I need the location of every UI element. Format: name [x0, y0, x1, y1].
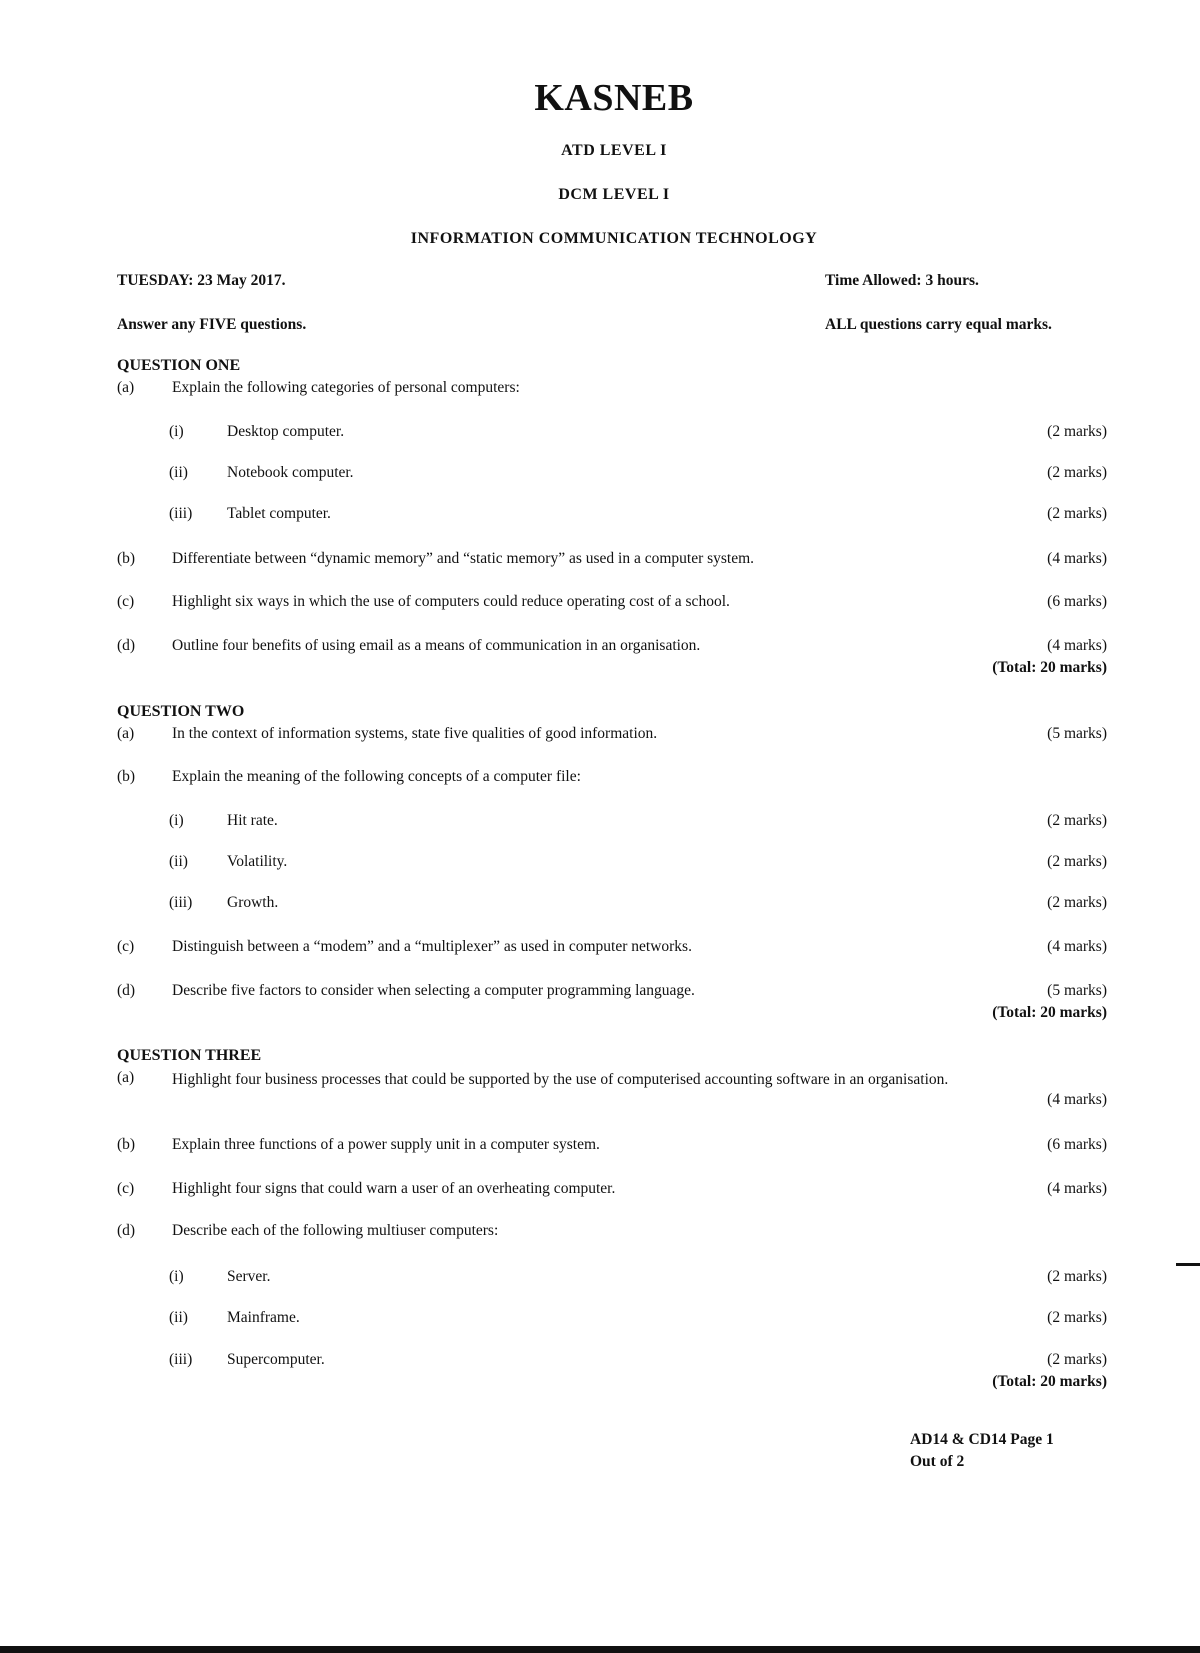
page-count: Out of 2 — [910, 1453, 965, 1470]
marks: (4 marks) — [1047, 550, 1107, 567]
item-text: Explain the following categories of personal computers: — [172, 379, 520, 396]
question-total: (Total: 20 marks) — [992, 1373, 1107, 1390]
sub-item-text: Mainframe. — [227, 1309, 300, 1326]
item-label: (b) — [117, 768, 136, 785]
marks: (2 marks) — [1047, 853, 1107, 870]
marks: (2 marks) — [1047, 894, 1107, 911]
time-allowed: Time Allowed: 3 hours. — [825, 272, 979, 289]
level-dcm: DCM LEVEL I — [558, 186, 670, 203]
marks: (6 marks) — [1047, 593, 1107, 610]
marks: (2 marks) — [1047, 1309, 1107, 1326]
item-text: Distinguish between a “modem” and a “multiplexer” as used in computer networks. — [172, 938, 692, 955]
item-label: (d) — [117, 637, 136, 654]
item-label: (a) — [117, 725, 135, 742]
question-heading: QUESTION THREE — [117, 1047, 262, 1064]
marks: (2 marks) — [1047, 423, 1107, 440]
margin-mark — [1176, 1263, 1200, 1266]
sub-item-label: (iii) — [169, 505, 193, 522]
sub-item-label: (i) — [169, 812, 184, 829]
sub-item-text: Hit rate. — [227, 812, 278, 829]
sub-item-label: (i) — [169, 1268, 184, 1285]
marks: (6 marks) — [1047, 1136, 1107, 1153]
page-footer — [910, 1429, 1054, 1473]
item-label: (a) — [117, 379, 135, 396]
item-text: Describe five factors to consider when selecting a computer programming language. — [172, 982, 695, 999]
item-text: Differentiate between “dynamic memory” and “static memory” as used in a computer system. — [172, 550, 755, 567]
item-label: (c) — [117, 593, 135, 610]
subject-title: INFORMATION COMMUNICATION TECHNOLOGY — [410, 230, 818, 247]
sub-item-label: (ii) — [169, 853, 188, 870]
scan-edge-bar — [0, 1646, 1200, 1653]
question-heading: QUESTION ONE — [117, 357, 241, 374]
sub-item-text: Notebook computer. — [227, 464, 354, 481]
item-text: Highlight six ways in which the use of computers could reduce operating cost of a school. — [172, 593, 730, 610]
sub-item-label: (iii) — [169, 894, 193, 911]
item-label: (b) — [117, 550, 136, 567]
level-atd: ATD LEVEL I — [561, 142, 667, 159]
sub-item-text: Volatility. — [227, 853, 288, 870]
item-text: Highlight four business processes that could be supported by the use of computerised accounting software in an organisation. — [172, 1071, 949, 1088]
item-text: Explain three functions of a power supply unit in a computer system. — [172, 1136, 600, 1153]
marks: (4 marks) — [1047, 637, 1107, 654]
item-label: (a) — [117, 1069, 135, 1086]
item-text: In the context of information systems, state five qualities of good information. — [172, 725, 658, 742]
sub-item-text: Supercomputer. — [227, 1351, 325, 1368]
sub-item-text: Server. — [227, 1268, 271, 1285]
sub-item-text: Tablet computer. — [227, 505, 331, 522]
item-label: (d) — [117, 1222, 136, 1239]
marks: (4 marks) — [1047, 1180, 1107, 1197]
marks: (2 marks) — [1047, 505, 1107, 522]
item-text: Describe each of the following multiuser computers: — [172, 1222, 499, 1239]
item-text: Highlight four signs that could warn a user of an overheating computer. — [172, 1180, 616, 1197]
marks: (5 marks) — [1047, 725, 1107, 742]
item-label: (c) — [117, 938, 135, 955]
item-label: (b) — [117, 1136, 136, 1153]
marks: (2 marks) — [1047, 812, 1107, 829]
marks: (2 marks) — [1047, 464, 1107, 481]
exam-date: TUESDAY: 23 May 2017. — [117, 272, 286, 289]
marks: (2 marks) — [1047, 1268, 1107, 1285]
sub-item-label: (ii) — [169, 1309, 188, 1326]
marks: (2 marks) — [1047, 1351, 1107, 1368]
question-total: (Total: 20 marks) — [992, 659, 1107, 676]
marks: (5 marks) — [1047, 982, 1107, 999]
question-total: (Total: 20 marks) — [992, 1004, 1107, 1021]
item-text: Outline four benefits of using email as a means of communication in an organisation. — [172, 637, 701, 654]
item-label: (c) — [117, 1180, 135, 1197]
page-reference: AD14 & CD14 Page 1 — [910, 1431, 1054, 1448]
item-text: Explain the meaning of the following concepts of a computer file: — [172, 768, 581, 785]
instruction-answer: Answer any FIVE questions. — [117, 316, 307, 333]
sub-item-text: Desktop computer. — [227, 423, 345, 440]
item-label: (d) — [117, 982, 136, 999]
sub-item-label: (i) — [169, 423, 184, 440]
sub-item-label: (ii) — [169, 464, 188, 481]
instruction-marks: ALL questions carry equal marks. — [825, 316, 1052, 333]
sub-item-text: Growth. — [227, 894, 279, 911]
marks: (4 marks) — [1047, 1091, 1107, 1108]
sub-item-label: (iii) — [169, 1351, 193, 1368]
exam-title: KASNEB — [534, 77, 694, 119]
marks: (4 marks) — [1047, 938, 1107, 955]
question-heading: QUESTION TWO — [117, 703, 245, 720]
